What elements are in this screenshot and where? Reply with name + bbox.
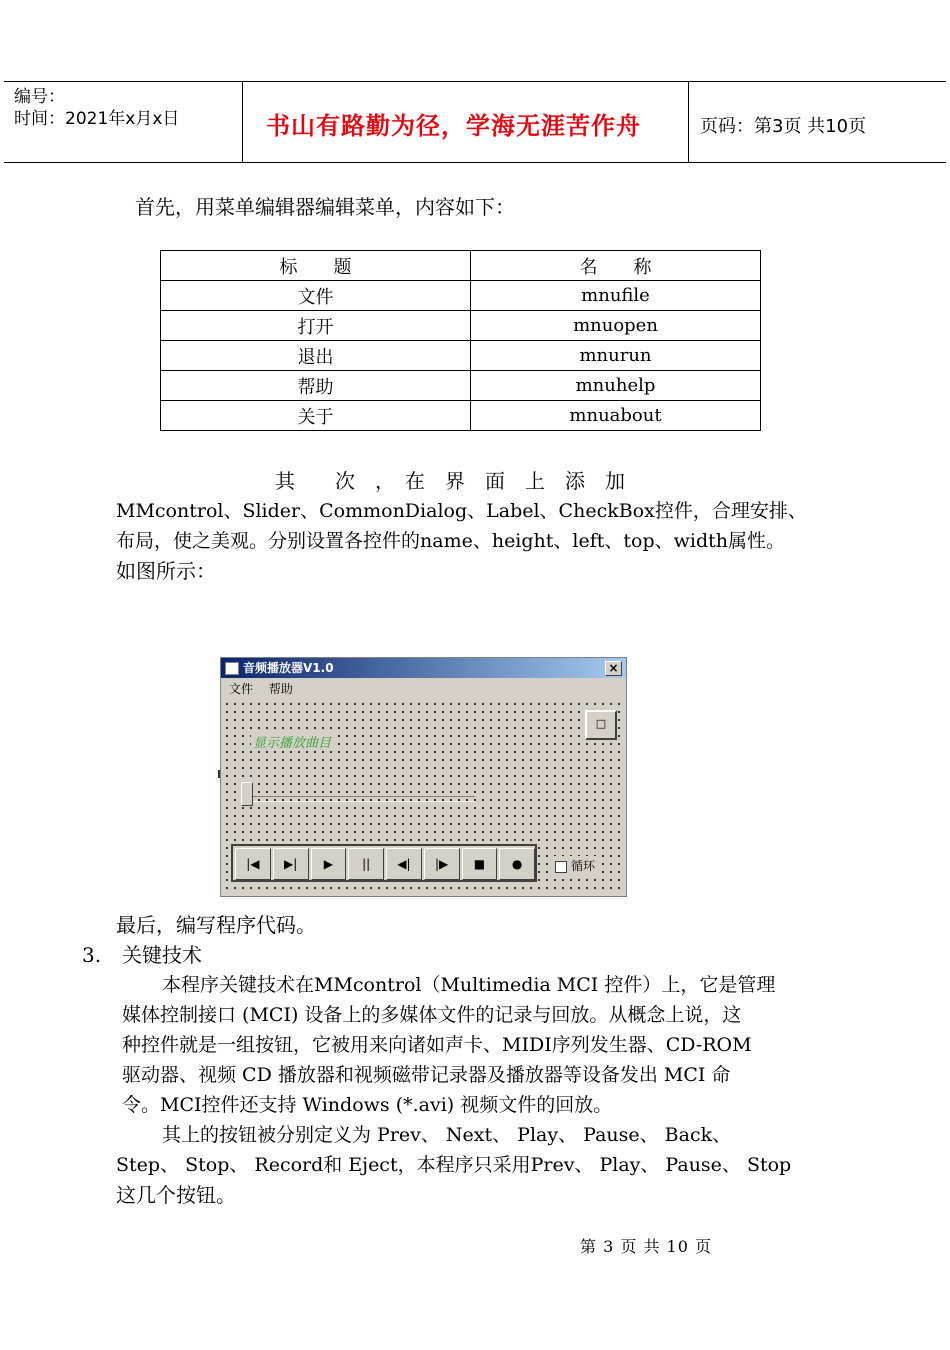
close-button[interactable]: ×: [605, 661, 622, 676]
menu-file[interactable]: 文件: [229, 682, 254, 696]
form-design-surface: [223, 700, 623, 894]
window-menubar: [221, 679, 626, 699]
section-number: 3.: [82, 943, 102, 967]
final-line: 最后，编写程序代码。: [116, 913, 316, 937]
number-label: 编号：: [14, 87, 65, 107]
page-footer: 第 3 页 共 10 页: [580, 1237, 712, 1256]
table-row: [161, 281, 761, 311]
para4-line1: 其上的按钮被分别定义为 Prev、 Next、 Play、 Pause、 Back、: [162, 1124, 732, 1146]
window-title: 音频播放器V1.0: [243, 661, 334, 675]
section-title: 关键技术: [122, 943, 202, 967]
track-label: 显示播放曲目: [251, 732, 333, 751]
table-row: [161, 341, 761, 371]
header-divider-right: [688, 82, 689, 162]
next-button[interactable]: ▶|: [273, 848, 309, 880]
para2-line3: 布局，使之美观。分别设置各控件的name、height、left、top、width属性。: [116, 530, 786, 552]
header-divider-left: [242, 82, 243, 162]
common-dialog-icon: □: [585, 710, 617, 740]
time-label: 时间：2021年x月x日: [14, 109, 180, 129]
table-cell: mnuabout: [471, 401, 761, 431]
loop-checkbox-label: 循环: [571, 859, 596, 873]
para3-line2: 媒体控制接口 (MCI) 设备上的多媒体文件的记录与回放。从概念上说，这: [122, 1004, 742, 1026]
para3-line1: 本程序关键技术在MMcontrol（Multimedia MCI 控件）上，它是管理: [162, 974, 776, 996]
para2-line2: MMcontrol、Slider、CommonDialog、Label、CheckBox控件，合理安排、: [116, 500, 807, 522]
para3-line5: 令。MCI控件还支持 Windows (*.avi) 视频文件的回放。: [122, 1094, 613, 1116]
window-titlebar: [221, 658, 626, 678]
table-cell: 文件: [161, 281, 471, 311]
table-cell: mnuopen: [471, 311, 761, 341]
table-cell: 打开: [161, 311, 471, 341]
para2-line1: 其 次 ， 在 界 面 上 添 加: [275, 469, 625, 493]
table-cell: mnurun: [471, 341, 761, 371]
intro-text: 首先，用菜单编辑器编辑菜单，内容如下：: [135, 195, 515, 219]
document-header: [4, 81, 946, 163]
table-cell: mnufile: [471, 281, 761, 311]
loop-checkbox[interactable]: [553, 856, 597, 875]
mmcontrol-bar: [231, 844, 537, 882]
app-icon: [225, 662, 239, 675]
para4-line2: Step、 Stop、 Record和 Eject，本程序只采用Prev、 Play、 Pause、 Stop: [116, 1154, 792, 1176]
play-button[interactable]: ▶: [311, 848, 347, 880]
para2-line4: 如图所示：: [116, 559, 216, 583]
table-cell: 帮助: [161, 371, 471, 401]
header-meta: [14, 86, 179, 130]
table-cell: mnuhelp: [471, 371, 761, 401]
checkbox-box[interactable]: [555, 861, 567, 873]
header-page-label: 页码：第3页 共10页: [700, 116, 867, 137]
pause-button[interactable]: ||: [348, 848, 384, 880]
table-cell: 关于: [161, 401, 471, 431]
para3-line4: 驱动器、视频 CD 播放器和视频磁带记录器及播放器等设备发出 MCI 命: [122, 1064, 731, 1086]
slider-track[interactable]: [245, 796, 475, 802]
header-motto: 书山有路勤为径，学海无涯苦作舟: [266, 112, 641, 140]
app-window: [220, 657, 627, 897]
step-button[interactable]: |▶: [424, 848, 460, 880]
table-row: [161, 311, 761, 341]
menu-table: [160, 250, 761, 431]
table-header-cell: 标 题: [161, 251, 471, 281]
table-cell: 退出: [161, 341, 471, 371]
table-header-row: [161, 251, 761, 281]
para4-line3: 这几个按钮。: [116, 1183, 236, 1207]
table-header-cell: 名 称: [471, 251, 761, 281]
menu-help[interactable]: 帮助: [268, 682, 293, 696]
para3-line3: 种控件就是一组按钮，它被用来向诸如声卡、MIDI序列发生器、CD-ROM: [122, 1034, 752, 1056]
slider-thumb[interactable]: [241, 782, 253, 806]
record-button[interactable]: ●: [499, 848, 535, 880]
stop-button[interactable]: ■: [462, 848, 498, 880]
table-row: [161, 401, 761, 431]
table-row: [161, 371, 761, 401]
prev-button[interactable]: |◀: [235, 848, 271, 880]
back-button[interactable]: ◀|: [386, 848, 422, 880]
